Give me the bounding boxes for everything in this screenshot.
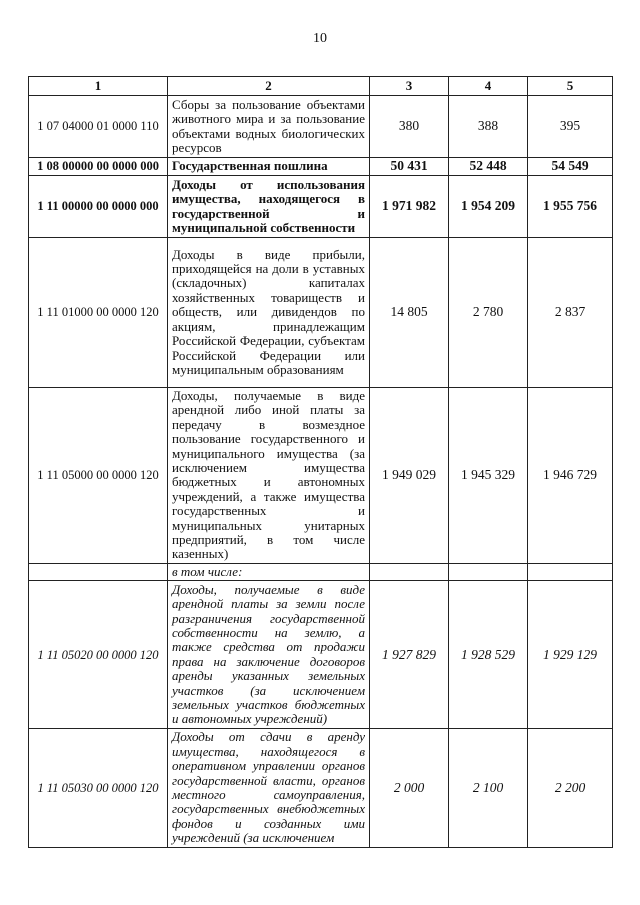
- page-number: 10: [313, 31, 327, 46]
- value-col4: 1 945 329: [449, 388, 528, 564]
- budget-code: 1 11 05020 00 0000 120: [29, 581, 168, 729]
- value-col3: 380: [370, 96, 449, 158]
- value-col5: 2 837: [528, 238, 613, 388]
- column-header: 3: [370, 77, 449, 96]
- budget-code: 1 11 05000 00 0000 120: [29, 388, 168, 564]
- value-col4: 1 954 209: [449, 176, 528, 238]
- value-col3: 14 805: [370, 238, 449, 388]
- budget-code: 1 11 01000 00 0000 120: [29, 238, 168, 388]
- revenue-name: Доходы от использования имущества, находящегося в государственной и муниципальной собственности: [168, 176, 370, 238]
- table-row: [29, 238, 613, 388]
- value-col5: 1 955 756: [528, 176, 613, 238]
- value-col4: 52 448: [449, 158, 528, 176]
- revenue-name: Государственная пошлина: [168, 158, 370, 176]
- value-col4: 388: [449, 96, 528, 158]
- column-header: 4: [449, 77, 528, 96]
- value-col3: 1 949 029: [370, 388, 449, 564]
- value-col5: [528, 563, 613, 580]
- table-row: [29, 388, 613, 564]
- table-row: [29, 176, 613, 238]
- revenue-name: Доходы, получаемые в виде арендной платы за земли после разграничения государственной собственности на землю, а также средства от продажи права на заключение договоров аренды указанных земельных участков (за исключением земельных участков бюджетных и автономных учреждений): [168, 581, 370, 729]
- table-header-row: [29, 77, 613, 96]
- column-header: 2: [168, 77, 370, 96]
- budget-code: [29, 563, 168, 580]
- value-col4: 2 100: [449, 729, 528, 847]
- value-col3: 1 927 829: [370, 581, 449, 729]
- table-row: [29, 96, 613, 158]
- table-row: [29, 581, 613, 729]
- value-col3: 2 000: [370, 729, 449, 847]
- value-col3: [370, 563, 449, 580]
- value-col4: [449, 563, 528, 580]
- value-col3: 50 431: [370, 158, 449, 176]
- budget-code: 1 07 04000 01 0000 110: [29, 96, 168, 158]
- column-header: 1: [29, 77, 168, 96]
- budget-code: 1 08 00000 00 0000 000: [29, 158, 168, 176]
- value-col5: 1 929 129: [528, 581, 613, 729]
- value-col5: 2 200: [528, 729, 613, 847]
- table-row: [29, 563, 613, 580]
- table-row: [29, 729, 613, 847]
- value-col5: 395: [528, 96, 613, 158]
- value-col4: 2 780: [449, 238, 528, 388]
- table-row: [29, 158, 613, 176]
- revenue-name: Доходы, получаемые в виде арендной либо иной платы за передачу в возмездное пользование государственного и муниципального имущества (за исключением имущества бюджетных и автономных учреждений, а также имущества государственных и муниципальных унитарных предприятий, в том числе казенных): [168, 388, 370, 564]
- value-col5: 1 946 729: [528, 388, 613, 564]
- budget-code: 1 11 05030 00 0000 120: [29, 729, 168, 847]
- budget-code: 1 11 00000 00 0000 000: [29, 176, 168, 238]
- value-col3: 1 971 982: [370, 176, 449, 238]
- revenue-name: Доходы в виде прибыли, приходящейся на доли в уставных (складочных) капиталах хозяйственных товариществ и обществ, или дивидендов по акциям, принадлежащим Российской Федерации, субъектам Российской Федерации или муниципальным образованиям: [168, 238, 370, 388]
- revenue-table: [28, 76, 613, 848]
- column-header: 5: [528, 77, 613, 96]
- revenue-name: в том числе:: [168, 563, 370, 580]
- revenue-name: Сборы за пользование объектами животного мира и за пользование объектами водных биологических ресурсов: [168, 96, 370, 158]
- value-col4: 1 928 529: [449, 581, 528, 729]
- value-col5: 54 549: [528, 158, 613, 176]
- revenue-name: Доходы от сдачи в аренду имущества, находящегося в оперативном управлении органов государственной власти, органов местного самоуправления, государственных внебюджетных фондов и созданных ими учреждений (за исключением: [168, 729, 370, 847]
